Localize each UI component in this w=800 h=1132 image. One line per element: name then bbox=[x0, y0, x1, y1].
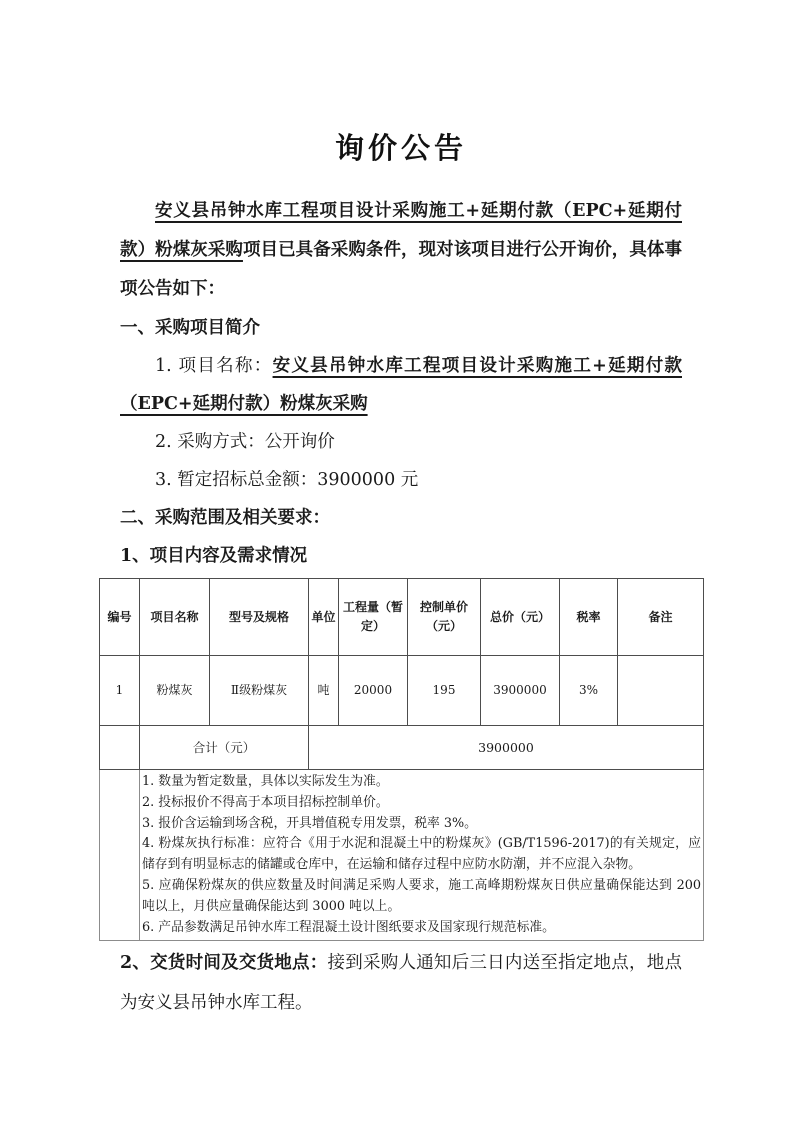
note-6: 6. 产品参数满足吊钟水库工程混凝土设计图纸要求及国家现行规范标准。 bbox=[142, 919, 555, 935]
cell-quantity: 20000 bbox=[339, 656, 408, 726]
header-cell-tax: 税率 bbox=[560, 579, 618, 656]
header-cell-no: 编号 bbox=[100, 579, 140, 656]
header-cell-name: 项目名称 bbox=[140, 579, 210, 656]
intro-paragraph bbox=[120, 192, 682, 309]
note-2: 2. 投标报价不得高于本项目招标控制单价。 bbox=[142, 794, 389, 810]
header-cell-remark: 备注 bbox=[618, 579, 704, 656]
cell-remark bbox=[618, 656, 704, 726]
header-cell-unit-price: 控制单价（元） bbox=[408, 579, 481, 656]
section-1-item-2: 2. 采购方式：公开询价 bbox=[155, 432, 335, 452]
table-notes-row bbox=[100, 770, 704, 941]
table-header-row bbox=[100, 579, 704, 656]
total-value-cell: 3900000 bbox=[309, 726, 704, 770]
section-1-item-3: 3. 暂定招标总金额：3900000 元 bbox=[155, 470, 419, 490]
delivery-label: 2、交货时间及交货地点： bbox=[120, 953, 328, 974]
cell-unit: 吨 bbox=[309, 656, 339, 726]
table-total-row bbox=[100, 726, 704, 770]
header-cell-total: 总价（元） bbox=[481, 579, 560, 656]
delivery-paragraph bbox=[120, 943, 682, 1023]
cell-unit-price: 195 bbox=[408, 656, 481, 726]
total-row-empty-cell bbox=[100, 726, 140, 770]
page-title: 询价公告 bbox=[334, 131, 467, 165]
item-1-project-name: 安义县吊钟水库工程项目设计采购施工+延期付款（EPC+延期付款）粉煤灰采购 bbox=[120, 356, 682, 414]
notes-cell bbox=[140, 770, 704, 941]
note-1: 1. 数量为暂定数量，具体以实际发生为准。 bbox=[142, 774, 389, 789]
header-cell-unit: 单位 bbox=[309, 579, 339, 656]
item-1-label: 1. 项目名称： bbox=[155, 356, 273, 376]
section-1-heading: 一、采购项目简介 bbox=[120, 318, 260, 338]
section-2-sub-1-heading: 1、项目内容及需求情况 bbox=[120, 546, 308, 566]
cell-total: 3900000 bbox=[481, 656, 560, 726]
intro-project-name: 安义县吊钟水库工程项目设计采购施工+延期付款（EPC+延期付款）粉煤灰采购 bbox=[120, 201, 682, 260]
total-label-cell: 合计（元） bbox=[140, 726, 309, 770]
delivery-text: 接到采购人通知后三日内送至指定地点，地点为安义县吊钟水库工程。 bbox=[120, 953, 682, 1014]
header-cell-quantity: 工程量（暂定） bbox=[339, 579, 408, 656]
cell-name: 粉煤灰 bbox=[140, 656, 210, 726]
cell-tax: 3% bbox=[560, 656, 618, 726]
intro-rest-text: 项目已具备采购条件，现对该项目进行公开询价，具体事项公告如下： bbox=[120, 240, 682, 299]
note-5: 5. 应确保粉煤灰的供应数量及时间满足采购人要求，施工高峰期粉煤灰日供应量确保能达到 200 吨以上，月供应量确保能达到 3000 吨以上。 bbox=[142, 877, 701, 914]
section-2-heading: 二、采购范围及相关要求： bbox=[120, 508, 330, 528]
notes-row-empty-cell bbox=[100, 770, 140, 941]
cell-no: 1 bbox=[100, 656, 140, 726]
note-4: 4. 粉煤灰执行标准：应符合《用于水泥和混凝土中的粉煤灰》(GB/T1596-2017)的有关规定，应储存到有明显标志的储罐或仓库中，在运输和储存过程中应防水防潮，并不应混入杂物。 bbox=[142, 836, 701, 873]
table-row bbox=[100, 656, 704, 726]
section-1-item-1 bbox=[120, 347, 682, 423]
header-cell-spec: 型号及规格 bbox=[210, 579, 309, 656]
note-3: 3. 报价含运输到场含税，开具增值税专用发票，税率 3%。 bbox=[142, 815, 477, 831]
cell-spec: Ⅱ级粉煤灰 bbox=[210, 656, 309, 726]
inquiry-table bbox=[99, 578, 704, 941]
